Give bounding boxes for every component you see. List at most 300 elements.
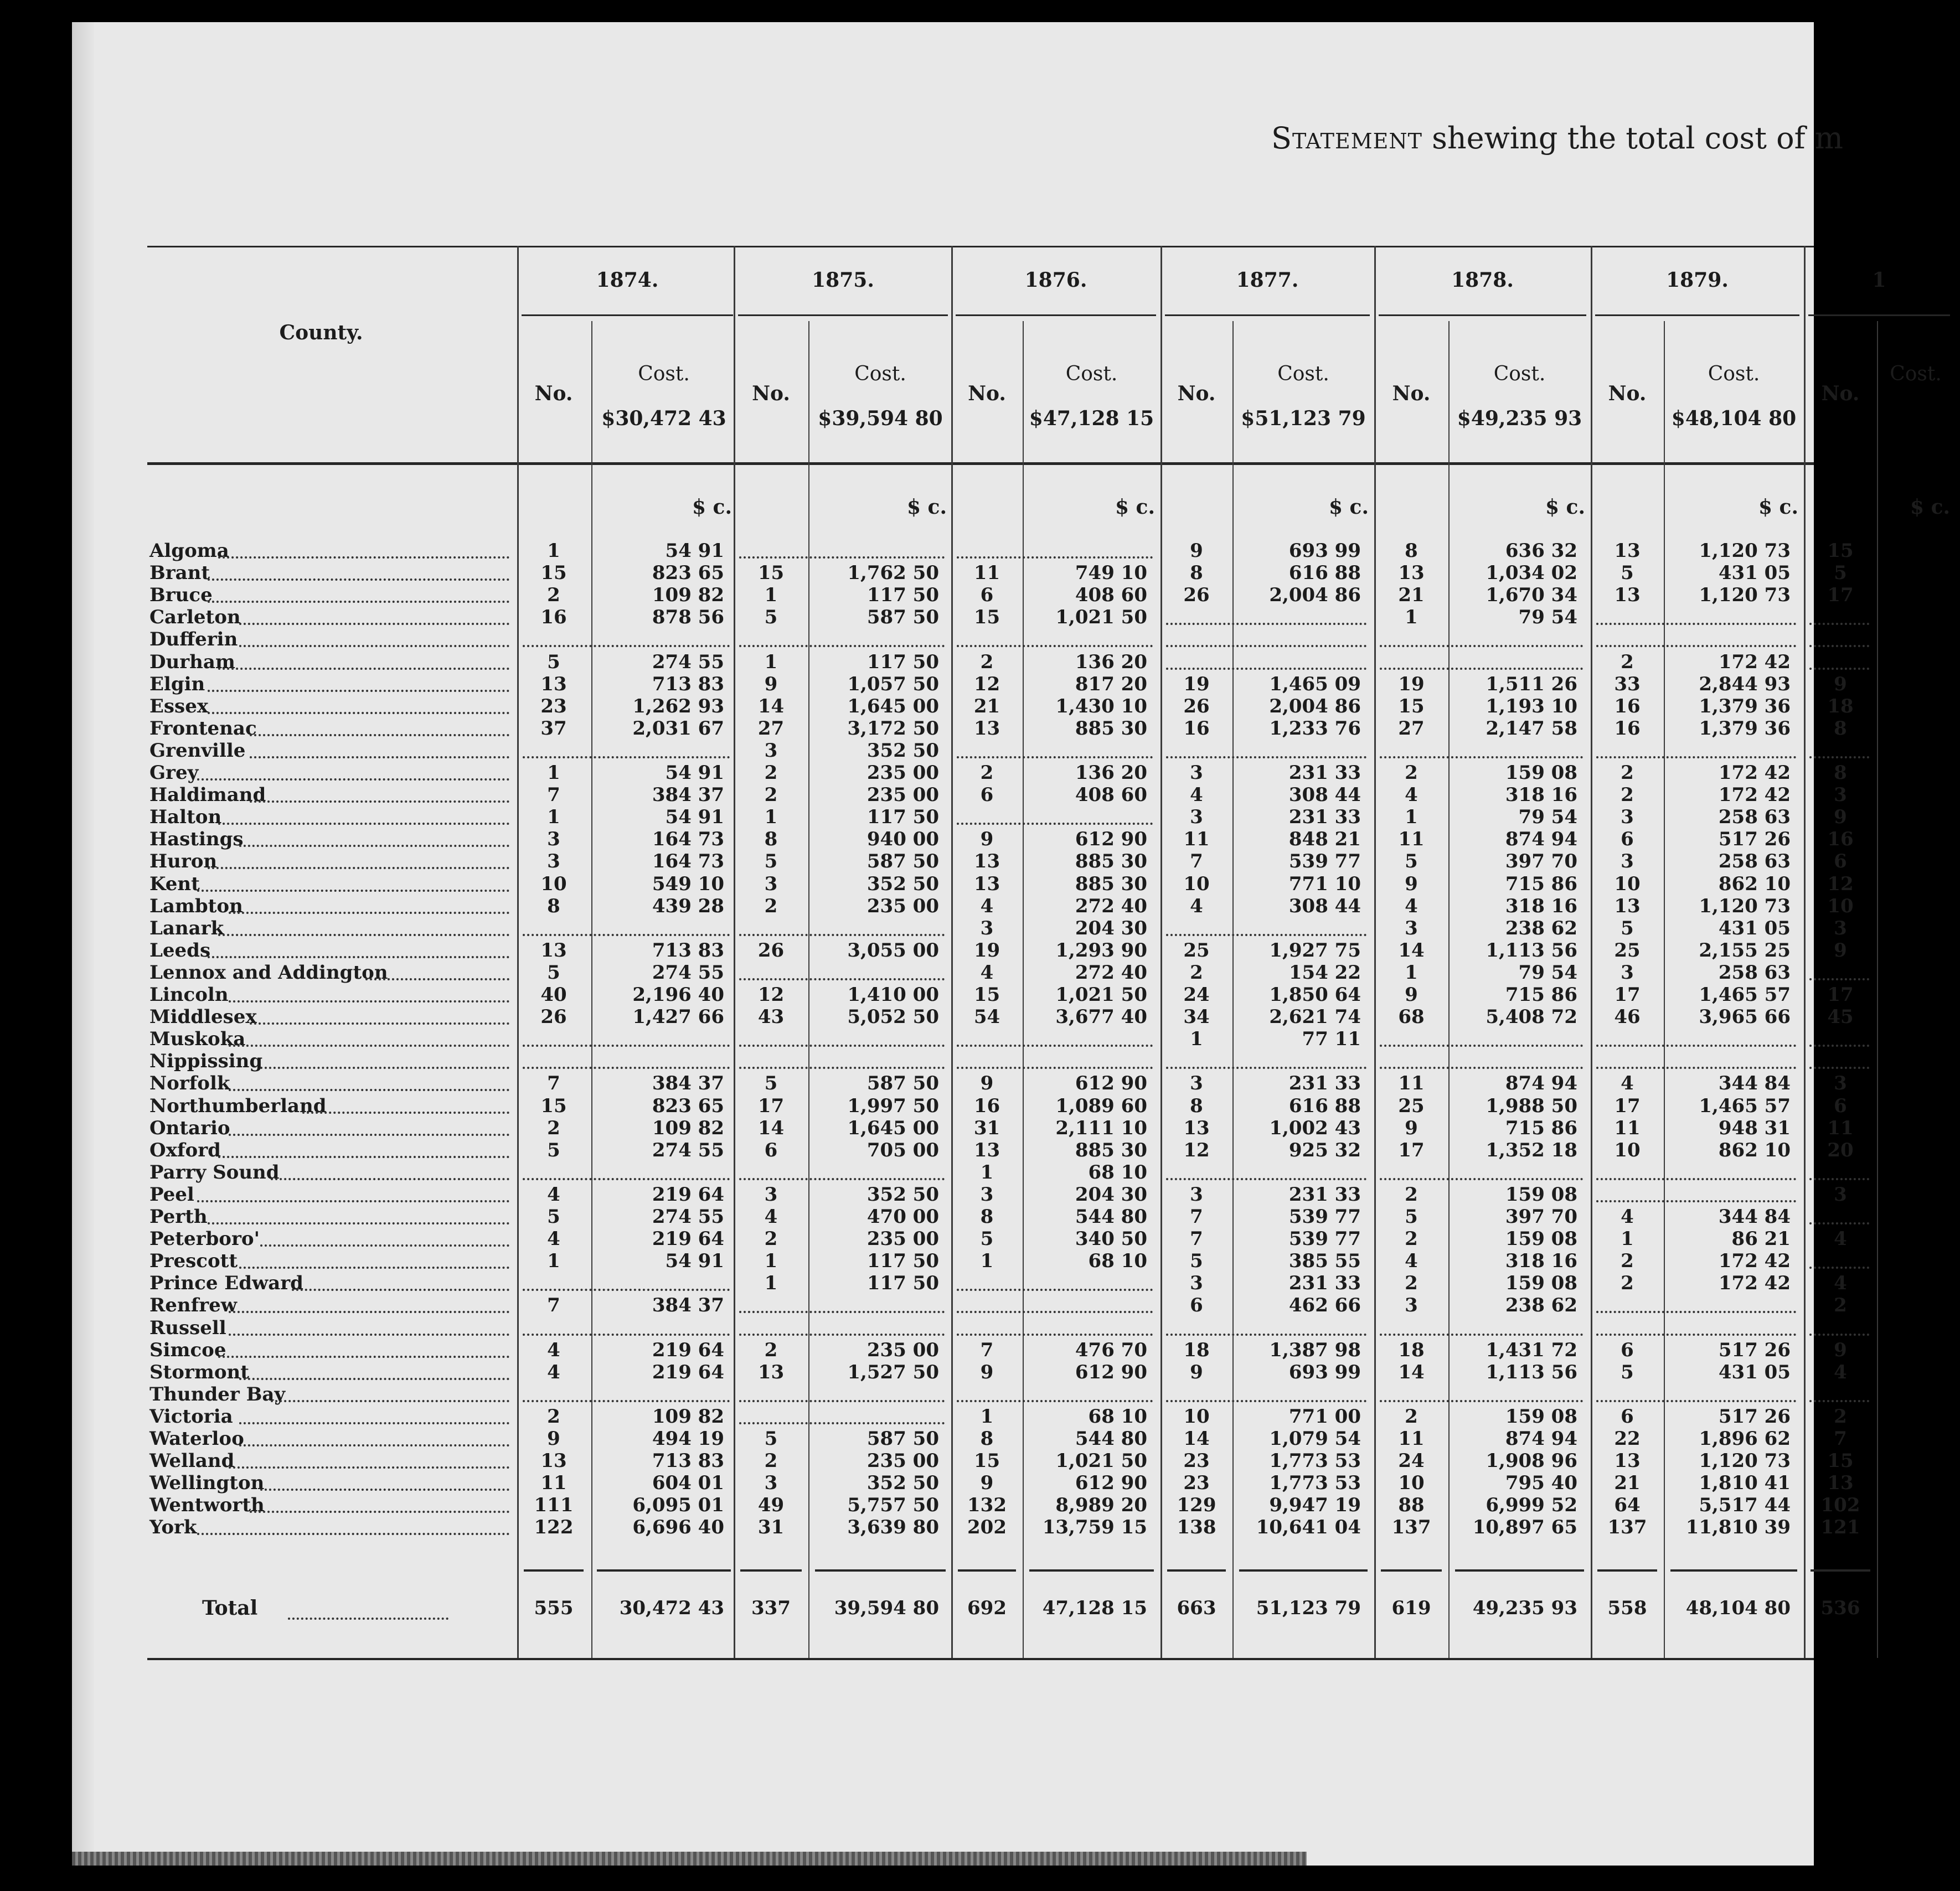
cell-count: 16 [1614, 695, 1641, 717]
cell-cost: 11,810 39 [1685, 1516, 1791, 1539]
dollars-cents-label: $ c. [1328, 495, 1369, 519]
cell-cost: 159 08 [1505, 1405, 1577, 1428]
cell-count: 1 [1405, 806, 1418, 829]
county-leader-dots [197, 1533, 509, 1535]
cell-count: 12 [757, 984, 785, 1006]
cell-cost: 117 50 [866, 584, 939, 607]
cell-cost: 77 11 [1302, 1028, 1361, 1051]
empty-cell-dots [739, 1311, 945, 1313]
cell-cost: 1,527 50 [847, 1361, 939, 1383]
total-count: 619 [1391, 1597, 1431, 1619]
cell-count: 2 [1621, 762, 1634, 784]
cell-count: 9 [980, 1072, 994, 1095]
cell-cost: 258 63 [1718, 850, 1791, 873]
empty-cell-dots [1596, 1311, 1796, 1313]
cell-count: 5 [1405, 850, 1418, 873]
cell-cost: 1,773 53 [1269, 1450, 1361, 1472]
cell-count: 17 [1827, 584, 1854, 607]
county-leader-dots [250, 800, 509, 803]
total-cost-rule [1455, 1569, 1584, 1572]
cell-count: 13 [1398, 562, 1425, 585]
cell-count: 13 [540, 673, 567, 695]
county-name: Perth [149, 1206, 208, 1228]
cost-column-total: $30,472 43 [601, 407, 726, 430]
cell-count: 21 [1398, 584, 1425, 607]
cost-column-header: Cost. [1493, 363, 1546, 385]
cell-count: 13 [540, 939, 567, 962]
cell-count: 8 [980, 1206, 994, 1228]
total-count: 536 [1820, 1597, 1860, 1619]
empty-cell-dots [1809, 1178, 1869, 1180]
cell-count: 19 [973, 939, 1000, 962]
cell-cost: 204 30 [1075, 1183, 1147, 1206]
cell-count: 1 [547, 762, 560, 784]
cell-cost: 604 01 [652, 1472, 724, 1495]
county-leader-dots [197, 778, 509, 781]
cell-cost: 408 60 [1075, 784, 1147, 807]
cell-cost: 109 82 [652, 1117, 724, 1139]
cell-count: 5 [764, 606, 778, 629]
cell-count: 13 [1183, 1117, 1210, 1139]
county-name: Nippissing [149, 1050, 263, 1073]
cost-column-total: $49,235 93 [1457, 407, 1582, 430]
cell-count: 21 [1614, 1472, 1641, 1495]
cell-count: 88 [1398, 1494, 1425, 1517]
empty-cell-dots [1596, 1400, 1796, 1402]
cell-cost: 476 70 [1075, 1339, 1147, 1361]
cell-count: 8 [980, 1428, 994, 1450]
empty-cell-dots [1809, 1267, 1869, 1269]
cell-cost: 3,639 80 [847, 1516, 939, 1539]
cell-cost: 79 54 [1518, 961, 1577, 984]
cell-count: 5 [1190, 1250, 1203, 1273]
cell-count: 9 [547, 1428, 560, 1450]
county-leader-dots [271, 1178, 509, 1180]
cell-cost: 713 83 [652, 939, 724, 962]
cell-count: 2 [1621, 1250, 1634, 1273]
empty-cell-dots [1809, 1334, 1869, 1336]
cell-cost: 925 32 [1288, 1139, 1361, 1161]
cell-count: 14 [1398, 939, 1425, 962]
cell-count: 2 [1405, 1272, 1418, 1295]
cell-count: 3 [1621, 961, 1634, 984]
county-leader-dots [229, 1334, 509, 1336]
cell-count: 7 [1834, 1428, 1847, 1450]
header-bottom-rule [147, 462, 1814, 465]
cell-count: 1 [980, 1250, 994, 1273]
cell-cost: 6,999 52 [1486, 1494, 1577, 1517]
total-cost-rule [815, 1569, 946, 1572]
cell-count: 7 [547, 1072, 560, 1095]
cell-cost: 231 33 [1288, 1183, 1361, 1206]
county-leader-dots [218, 1156, 509, 1158]
cell-count: 4 [1621, 1072, 1634, 1095]
cell-count: 9 [764, 673, 778, 695]
cell-count: 5 [1621, 1361, 1634, 1383]
year-underline [738, 314, 948, 316]
cell-cost: 715 86 [1505, 1117, 1577, 1139]
cell-count: 16 [973, 1094, 1000, 1117]
county-name: Leeds [149, 939, 211, 962]
cell-count: 7 [547, 1294, 560, 1317]
cell-cost: 885 30 [1075, 717, 1147, 740]
dollars-cents-label: $ c. [1910, 495, 1951, 519]
total-row-label: Total [202, 1596, 258, 1620]
no-column-header: No. [752, 382, 790, 405]
cell-count: 64 [1614, 1494, 1641, 1517]
cell-count: 11 [1398, 828, 1425, 851]
cell-count: 3 [764, 1472, 778, 1495]
county-name: Waterloo [149, 1428, 244, 1450]
cell-cost: 1,034 02 [1486, 562, 1577, 585]
empty-cell-dots [1596, 1067, 1796, 1069]
cell-cost: 352 50 [866, 739, 939, 762]
cell-count: 4 [1621, 1206, 1634, 1228]
county-leader-dots [208, 867, 509, 869]
cell-count: 3 [1834, 1072, 1847, 1095]
cell-cost: 940 00 [866, 828, 939, 851]
empty-cell-dots [1166, 623, 1366, 625]
cell-cost: 5,517 44 [1699, 1494, 1791, 1517]
year-underline [1595, 314, 1799, 316]
empty-cell-dots [1809, 1067, 1869, 1069]
cell-cost: 1,113 56 [1486, 939, 1577, 962]
cell-count: 13 [973, 717, 1000, 740]
cell-count: 9 [1834, 673, 1847, 695]
county-leader-dots [208, 578, 509, 581]
cell-cost: 517 26 [1718, 1339, 1791, 1361]
cell-cost: 948 31 [1718, 1117, 1791, 1139]
county-leader-dots [229, 1089, 509, 1091]
cell-count: 25 [1183, 939, 1210, 962]
cost-column-total: $39,594 80 [818, 407, 943, 430]
cell-count: 46 [1614, 1006, 1641, 1029]
cell-cost: 235 00 [866, 784, 939, 807]
total-count: 558 [1607, 1597, 1647, 1619]
cell-count: 24 [1398, 1450, 1425, 1472]
cell-cost: 2,621 74 [1269, 1006, 1361, 1029]
county-name: Peel [149, 1183, 194, 1206]
cell-count: 3 [1190, 762, 1203, 784]
cell-cost: 1,120 73 [1699, 540, 1791, 562]
empty-cell-dots [957, 823, 1153, 825]
empty-cell-dots [523, 1045, 730, 1047]
cell-count: 9 [980, 828, 994, 851]
cell-count: 19 [1398, 673, 1425, 695]
county-name: Grey [149, 762, 199, 784]
cell-cost: 874 94 [1505, 1428, 1577, 1450]
county-leader-dots [302, 1112, 509, 1114]
cell-cost: 238 62 [1505, 1294, 1577, 1317]
cell-count: 4 [1405, 1250, 1418, 1273]
empty-cell-dots [957, 556, 1153, 559]
county-name: Welland [149, 1450, 235, 1472]
county-name: Brant [149, 562, 210, 585]
county-name: Norfolk [149, 1072, 230, 1095]
cell-cost: 159 08 [1505, 762, 1577, 784]
cell-cost: 308 44 [1288, 895, 1361, 917]
cell-count: 18 [1827, 695, 1854, 717]
cell-count: 7 [980, 1339, 994, 1361]
cell-count: 8 [1190, 1094, 1203, 1117]
cell-cost: 439 28 [652, 895, 724, 917]
cell-count: 18 [1183, 1339, 1210, 1361]
cell-count: 13 [1827, 1472, 1854, 1495]
cell-count: 25 [1614, 939, 1641, 962]
cell-count: 3 [547, 850, 560, 873]
empty-cell-dots [523, 1178, 730, 1180]
cell-count: 17 [1614, 1094, 1641, 1117]
cell-count: 15 [1827, 1450, 1854, 1472]
cost-column-total: $47,128 15 [1029, 407, 1154, 430]
cell-cost: 1,233 76 [1269, 717, 1361, 740]
county-leader-dots [239, 1267, 509, 1269]
cell-cost: 431 05 [1718, 917, 1791, 939]
cell-cost: 1,089 60 [1055, 1094, 1147, 1117]
cell-cost: 6,095 01 [632, 1494, 724, 1517]
cost-column-total: $51,123 79 [1241, 407, 1366, 430]
county-name: Wentworth [149, 1494, 265, 1517]
empty-cell-dots [1380, 1334, 1583, 1336]
cell-count: 37 [540, 717, 567, 740]
cell-cost: 862 10 [1718, 1139, 1791, 1161]
cell-count: 4 [1834, 1272, 1847, 1295]
cell-cost: 1,021 50 [1055, 1450, 1147, 1472]
cell-count: 9 [1405, 872, 1418, 895]
total-cost: 49,235 93 [1472, 1597, 1577, 1619]
cell-count: 15 [1398, 695, 1425, 717]
total-count-rule [740, 1569, 802, 1572]
county-leader-dots [229, 1134, 509, 1136]
cell-cost: 3,677 40 [1055, 1006, 1147, 1029]
county-name: Peterboro' [149, 1228, 260, 1251]
cell-count: 20 [1827, 1139, 1854, 1161]
cell-cost: 352 50 [866, 1183, 939, 1206]
empty-cell-dots [1380, 645, 1583, 647]
cell-cost: 1,773 53 [1269, 1472, 1361, 1495]
year-underline [1808, 314, 1950, 316]
empty-cell-dots [1166, 934, 1366, 936]
cell-count: 7 [1190, 850, 1203, 873]
no-column-header: No. [1608, 382, 1647, 405]
cell-cost: 1,410 00 [847, 984, 939, 1006]
cell-count: 2 [547, 1405, 560, 1428]
cell-count: 5 [764, 850, 778, 873]
year-header: 1876. [1024, 268, 1087, 292]
cell-cost: 1,430 10 [1055, 695, 1147, 717]
cell-count: 1 [980, 1161, 994, 1184]
cell-count: 11 [1398, 1428, 1425, 1450]
cell-cost: 2,844 93 [1699, 673, 1791, 695]
cell-count: 15 [973, 606, 1000, 629]
year-header: 1879. [1666, 268, 1729, 292]
county-name: York [149, 1516, 197, 1539]
cost-column-header: Cost. [1277, 363, 1329, 385]
empty-cell-dots [957, 1334, 1153, 1336]
county-name: Thunder Bay [149, 1383, 286, 1406]
cell-count: 23 [1183, 1450, 1210, 1472]
total-leader-dots [288, 1618, 448, 1620]
county-leader-dots [260, 1067, 509, 1069]
cell-count: 12 [1183, 1139, 1210, 1161]
cell-count: 5 [547, 1206, 560, 1228]
cell-count: 2 [764, 1450, 778, 1472]
cell-cost: 1,387 98 [1269, 1339, 1361, 1361]
cell-cost: 274 55 [652, 1206, 724, 1228]
cell-count: 27 [1398, 717, 1425, 740]
cell-count: 15 [973, 984, 1000, 1006]
county-name: Renfrew [149, 1294, 238, 1317]
cell-cost: 2,147 58 [1486, 717, 1577, 740]
cell-count: 2 [764, 762, 778, 784]
no-column-header: No. [1177, 382, 1216, 405]
header-top-rule [147, 246, 1814, 247]
cell-cost: 1,465 57 [1699, 1094, 1791, 1117]
cell-cost: 749 10 [1075, 562, 1147, 585]
cell-count: 137 [1391, 1516, 1431, 1539]
cell-count: 1 [764, 650, 778, 673]
cell-count: 2 [764, 895, 778, 917]
cell-cost: 817 20 [1075, 673, 1147, 695]
cell-count: 13 [757, 1361, 785, 1383]
cell-count: 11 [1183, 828, 1210, 851]
cell-cost: 2,111 10 [1055, 1117, 1147, 1139]
cost-column-total: $48,104 80 [1671, 407, 1797, 430]
cell-cost: 308 44 [1288, 784, 1361, 807]
cell-count: 3 [1405, 1294, 1418, 1317]
cell-cost: 344 84 [1718, 1206, 1791, 1228]
cell-count: 22 [1614, 1428, 1641, 1450]
cell-cost: 1,670 34 [1486, 584, 1577, 607]
cell-cost: 462 66 [1288, 1294, 1361, 1317]
cell-count: 6 [1621, 1405, 1634, 1428]
dollars-cents-label: $ c. [1115, 495, 1155, 519]
title-rest: shewing the total cost of m [1432, 121, 1843, 156]
cell-count: 3 [980, 917, 994, 939]
cell-cost: 258 63 [1718, 961, 1791, 984]
cell-cost: 318 16 [1505, 784, 1577, 807]
cell-count: 16 [1183, 717, 1210, 740]
empty-cell-dots [1380, 1178, 1583, 1180]
cell-count: 6 [764, 1139, 778, 1161]
empty-cell-dots [1809, 978, 1869, 980]
cell-cost: 878 56 [652, 606, 724, 629]
cell-count: 13 [973, 1139, 1000, 1161]
cell-cost: 3,172 50 [847, 717, 939, 740]
cell-count: 3 [1621, 806, 1634, 829]
cell-cost: 340 50 [1075, 1228, 1147, 1251]
cell-count: 129 [1177, 1494, 1216, 1517]
empty-cell-dots [739, 1422, 945, 1424]
empty-cell-dots [1809, 623, 1869, 625]
cell-cost: 79 54 [1518, 806, 1577, 829]
county-name: Dufferin [149, 628, 238, 651]
county-name: Prescott [149, 1250, 238, 1273]
cell-count: 1 [764, 806, 778, 829]
total-count-rule [958, 1569, 1016, 1572]
county-leader-dots [229, 1466, 509, 1469]
cell-count: 17 [1398, 1139, 1425, 1161]
cell-cost: 3,055 00 [847, 939, 939, 962]
county-name: Prince Edward [149, 1272, 303, 1295]
cell-cost: 549 10 [652, 872, 724, 895]
cell-cost: 2,155 25 [1699, 939, 1791, 962]
cell-count: 5 [1834, 562, 1847, 585]
county-name: Carleton [149, 606, 241, 629]
empty-cell-dots [1166, 1067, 1366, 1069]
cell-cost: 1,379 36 [1699, 695, 1791, 717]
cell-cost: 408 60 [1075, 584, 1147, 607]
cell-count: 13 [1614, 1450, 1641, 1472]
cell-count: 111 [534, 1494, 574, 1517]
county-leader-dots [250, 734, 509, 736]
cell-cost: 539 77 [1288, 1228, 1361, 1251]
cell-count: 8 [764, 828, 778, 851]
empty-cell-dots [739, 1400, 945, 1402]
county-leader-dots [250, 756, 509, 758]
cell-count: 2 [764, 1228, 778, 1251]
cell-count: 49 [757, 1494, 785, 1517]
cell-cost: 2,004 86 [1269, 584, 1361, 607]
page-edge-strip [72, 1852, 1307, 1866]
cell-cost: 13,759 15 [1042, 1516, 1147, 1539]
cell-cost: 384 37 [652, 1294, 724, 1317]
cell-count: 13 [1614, 584, 1641, 607]
cell-cost: 231 33 [1288, 1072, 1361, 1095]
page-fold-shadow [72, 22, 94, 1866]
cell-count: 4 [547, 1228, 560, 1251]
cell-count: 16 [1827, 828, 1854, 851]
cell-count: 3 [1190, 806, 1203, 829]
cell-cost: 274 55 [652, 961, 724, 984]
county-name: Simcoe [149, 1339, 226, 1361]
cell-count: 8 [1405, 540, 1418, 562]
dollars-cents-label: $ c. [692, 495, 732, 519]
cell-cost: 109 82 [652, 1405, 724, 1428]
cell-count: 21 [973, 695, 1000, 717]
empty-cell-dots [523, 1334, 730, 1336]
cell-count: 68 [1398, 1006, 1425, 1029]
cell-cost: 612 90 [1075, 1472, 1147, 1495]
county-name: Huron [149, 850, 218, 873]
county-name: Haldimand [149, 784, 266, 807]
cell-cost: 715 86 [1505, 872, 1577, 895]
cell-count: 2 [1405, 762, 1418, 784]
cell-cost: 68 10 [1088, 1161, 1147, 1184]
total-cost: 39,594 80 [834, 1597, 939, 1619]
cell-cost: 1,465 57 [1699, 984, 1791, 1006]
county-leader-dots [239, 1422, 509, 1424]
empty-cell-dots [739, 645, 945, 647]
cell-count: 15 [973, 1450, 1000, 1472]
cell-cost: 1,002 43 [1269, 1117, 1361, 1139]
cell-count: 14 [757, 695, 785, 717]
cell-count: 24 [1183, 984, 1210, 1006]
cell-count: 6 [1834, 850, 1847, 873]
empty-cell-dots [957, 1289, 1153, 1291]
cell-cost: 1,021 50 [1055, 606, 1147, 629]
cell-cost: 795 40 [1505, 1472, 1577, 1495]
cell-count: 12 [1827, 872, 1854, 895]
cell-count: 27 [757, 717, 785, 740]
cell-cost: 159 08 [1505, 1228, 1577, 1251]
cell-count: 15 [540, 1094, 567, 1117]
dollars-cents-label: $ c. [1545, 495, 1585, 519]
cell-count: 1 [764, 1250, 778, 1273]
cell-count: 3 [764, 872, 778, 895]
total-cost: 48,104 80 [1685, 1597, 1791, 1619]
no-column-header: No. [1392, 382, 1431, 405]
